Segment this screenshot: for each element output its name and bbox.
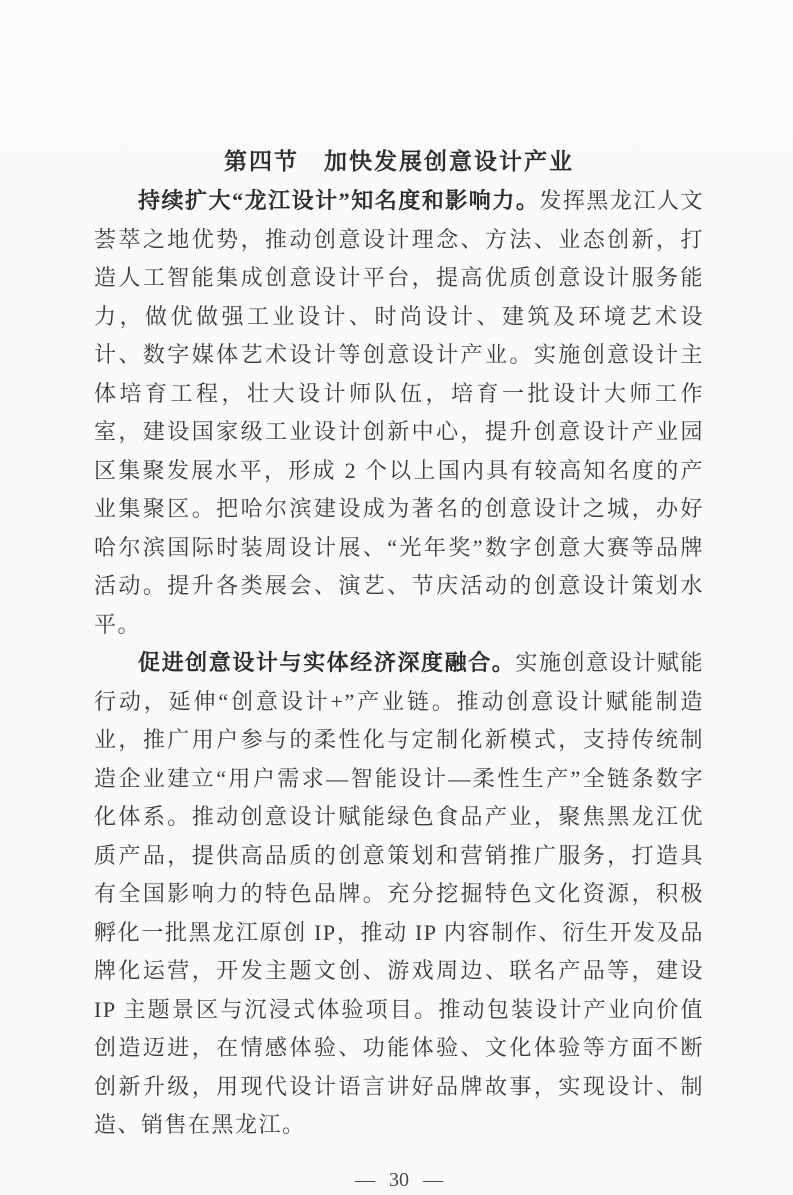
footer-dash-right: — xyxy=(423,1168,443,1191)
paragraph xyxy=(94,182,704,644)
paragraph-text: 实施创意设计赋能行动，延伸“创意设计+”产业链。推动创意设计赋能制造业，推广用户参与的柔性化与定制化新模式，支持传统制造企业建立“用户需求—智能设计—柔性生产”全链条数字化体系。推动创意设计赋能绿色食品产业，聚焦黑龙江优质产品，提供高品质的创意策划和营销推广服务，打造具有全国影响力的特色品牌。充分挖掘特色文化资源，积极孵化一批黑龙江原创 IP，推动 IP 内容制作、衍生开发及品牌化运营，开发主题文创、游戏周边、联名产品等，建设 IP 主题景区与沉浸式体验项目。推动包装设计产业向价值创造迈进，在情感体验、功能体验、文化体验等方面不断创新升级，用现代设计语言讲好品牌故事，实现设计、制造、销售在黑龙江。 xyxy=(94,650,704,1137)
paragraph-text: 发挥黑龙江人文荟萃之地优势，推动创意设计理念、方法、业态创新，打造人工智能集成创意设计平台，提高优质创意设计服务能力，做优做强工业设计、时尚设计、建筑及环境艺术设计、数字媒体艺术设计等创意设计产业。实施创意设计主体培育工程，壮大设计师队伍，培育一批设计大师工作室，建设国家级工业设计创新中心，提升创意设计产业园区集聚发展水平，形成 2 个以上国内具有较高知名度的产业集聚区。把哈尔滨建设成为著名的创意设计之城，办好哈尔滨国际时装周设计展、“光年奖”数字创意大赛等品牌活动。提升各类展会、演艺、节庆活动的创意设计策划水平。 xyxy=(94,188,704,637)
page-number: 30 xyxy=(389,1168,409,1191)
paragraph-lead: 促进创意设计与实体经济深度融合。 xyxy=(138,650,516,675)
paragraph-lead: 持续扩大“龙江设计”知名度和影响力。 xyxy=(138,188,540,213)
paragraph xyxy=(94,644,704,1145)
footer-dash-left: — xyxy=(355,1168,375,1191)
page-footer xyxy=(94,1165,704,1195)
section-title: 第四节 加快发展创意设计产业 xyxy=(224,149,574,174)
